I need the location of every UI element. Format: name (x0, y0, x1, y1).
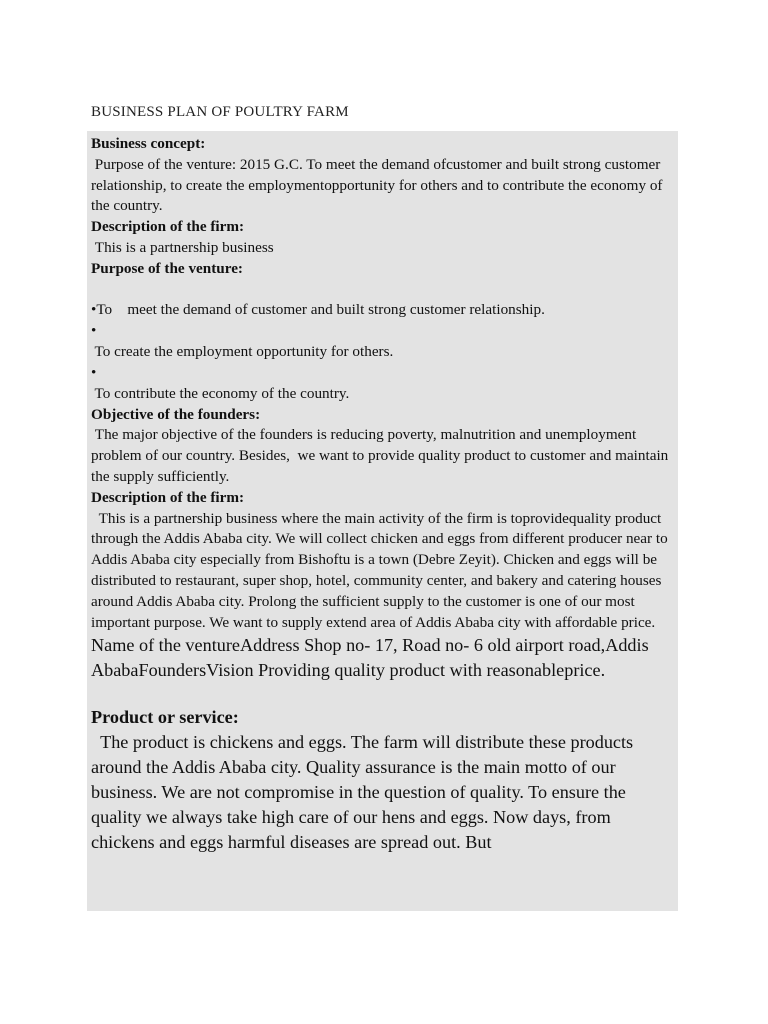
purpose-bullet: • (91, 322, 97, 340)
business-concept-text: Purpose of the venture: 2015 G.C. To meet the demand ofcustomer and built strong customer relationship, to create the employmentopportunity for others and to contribute the economy of the country. (91, 155, 667, 215)
description-text: This is a partnership business (91, 238, 274, 256)
document-title: BUSINESS PLAN OF POULTRY FARM (91, 104, 349, 120)
purpose-heading: Purpose of the venture: (91, 259, 243, 277)
venture-details-text: Name of the ventureAddress Shop no- 17, Road no- 6 old airport road,Addis AbabaFoundersVision Providing quality product with reasonableprice. (91, 635, 649, 681)
objective-text: The major objective of the founders is reducing poverty, malnutrition and unemployment problem of our country. Besides, we want to provide quality product to customer and maintain the supply sufficiently. (91, 426, 673, 485)
purpose-bullet: To contribute the economy of the country. (91, 384, 350, 402)
purpose-bullet: To create the employment opportunity for others. (91, 343, 394, 361)
purpose-bullet: • (91, 363, 97, 381)
objective-heading: Objective of the founders: (91, 405, 261, 423)
description-heading: Description of the firm: (91, 218, 245, 236)
business-concept-heading: Business concept: (91, 135, 206, 152)
product-heading: Product or service: (91, 707, 239, 728)
product-text: The product is chickens and eggs. The farm will distribute these products around the Addis Ababa city. Quality assurance is the main motto of our business. We are not compromise in the question of quality. To ensure the quality we always take high care of our hens and eggs. Now days, from chickens and eggs harmful diseases are spread out. But (91, 732, 638, 853)
description-text: This is a partnership business where the main activity of the firm is toprovidequality product through the Addis Ababa city. We will collect chicken and eggs from different producer near to Addis Ababa city especially from Bishoftu is a town (Debre Zeyit). Chicken and eggs will be distributed to restaurant, super shop, hotel, community center, and bakery and catering houses around Addis Ababa city. Prolong the sufficient supply to the customer is one of our most important purpose. We want to supply extend area of Addis Ababa city with affordable price. (91, 509, 671, 631)
document-body (87, 131, 678, 911)
description-heading: Description of the firm: (91, 488, 245, 506)
purpose-bullet: •To meet the demand of customer and built strong customer relationship. (91, 300, 545, 318)
